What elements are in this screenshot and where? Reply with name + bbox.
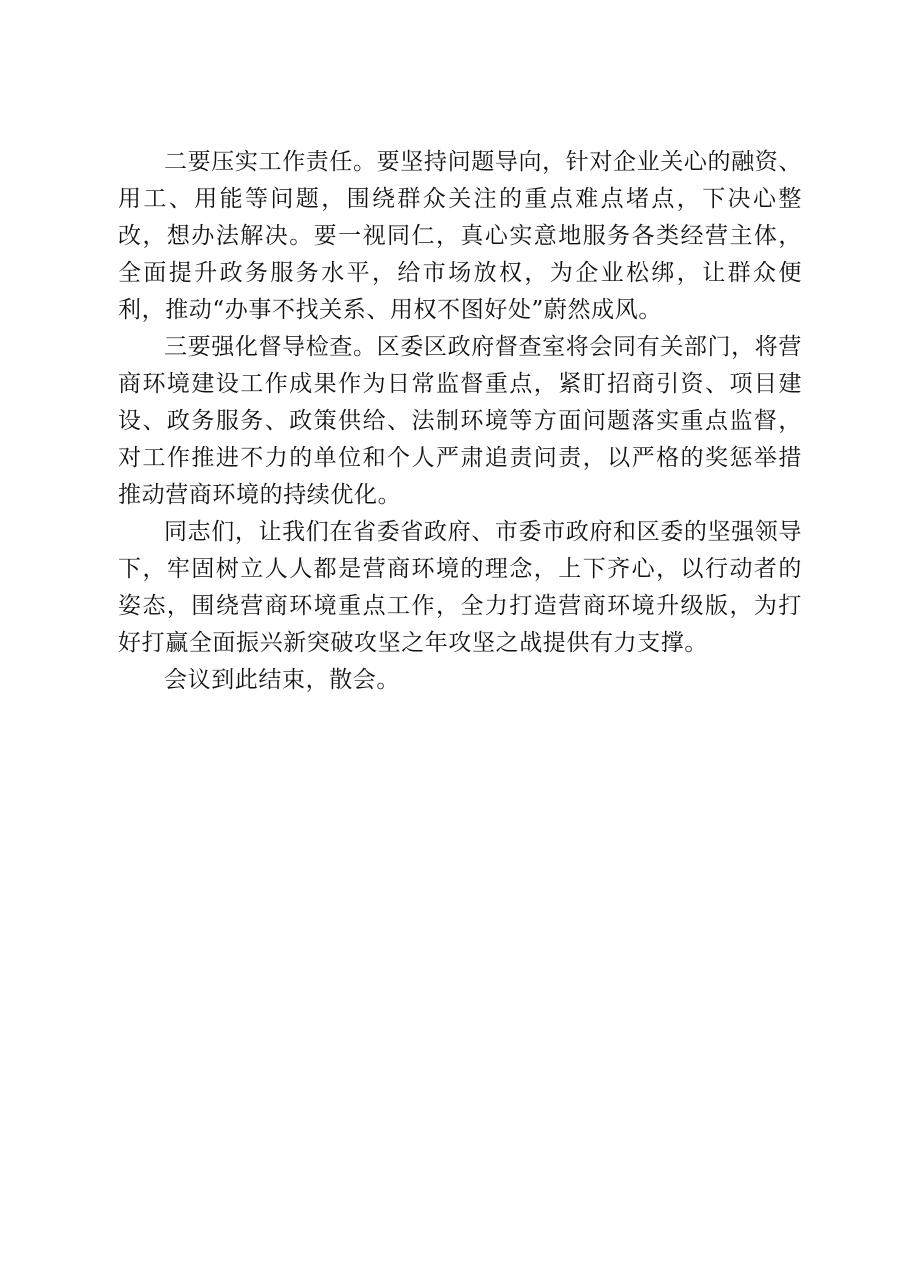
paragraph-meeting-end: 会议到此结束，散会。 xyxy=(164,667,400,693)
paragraph-closing-call: 同志们，让我们在省委省政府、市委市政府和区委的坚强领导下，牢固树立人人都是营商环境的理念，上下齐心，以行动者的姿态，围绕营商环境重点工作，全力打造营商环境升级版，为打好打赢全面振兴新突破攻坚之年攻坚之战提供有力支撑。 xyxy=(118,519,802,656)
document-body xyxy=(118,144,802,699)
paragraph-supervision: 三要强化督导检查。区委区政府督查室将会同有关部门，将营商环境建设工作成果作为日常监督重点，紧盯招商引资、项目建设、政务服务、政策供给、法制环境等方面问题落实重点监督，对工作推进不力的单位和个人严肃追责问责，以严格的奖惩举措推动营商环境的持续优化。 xyxy=(118,334,802,508)
paragraph-responsibility: 二要压实工作责任。要坚持问题导向，针对企业关心的融资、用工、用能等问题，围绕群众关注的重点难点堵点，下决心整改，想办法解决。要一视同仁，真心实意地服务各类经营主体，全面提升政务服务水平，给市场放权，为企业松绑，让群众便利，推动“办事不找关系、用权不图好处”蔚然成风。 xyxy=(118,149,802,323)
